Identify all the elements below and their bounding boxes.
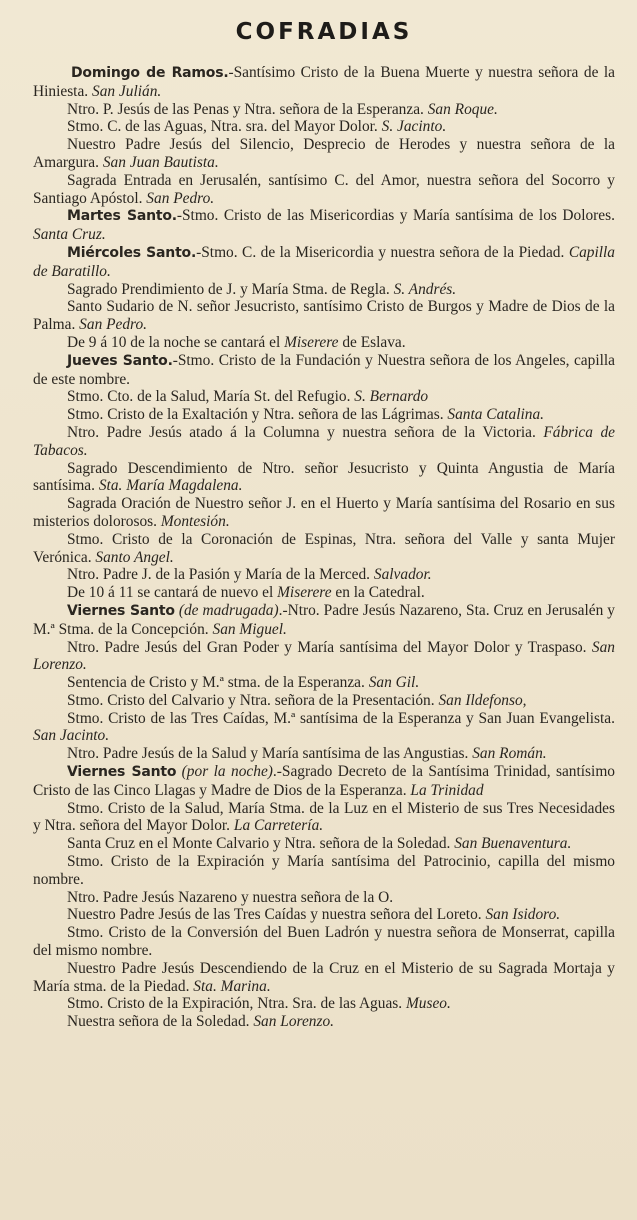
entry-paragraph <box>33 101 615 119</box>
entry-text: Stmo. Cristo de las Tres Caídas, M.ª santísima de la Esperanza y San Juan Evangelista. <box>67 709 615 727</box>
entry-text: -Stmo. Cristo de las Misericordias y María santísima de los Dolores. <box>176 207 615 225</box>
location-name: Miserere <box>284 333 339 351</box>
entry-text: .-Ntro. Padre Jesús Nazareno, Sta. Cruz en Jerusalén y M.ª Stma. de la Concepción. <box>33 601 615 638</box>
location-name: San Julián. <box>92 82 162 100</box>
location-name: San Isidoro. <box>485 906 561 924</box>
entry-paragraph <box>33 692 615 710</box>
entry-text: Stmo. Cristo de la Expiración y María santísima del Patrocinio, capilla del mismo nombre. <box>33 853 615 888</box>
entry-paragraph <box>33 835 615 853</box>
entry-paragraph <box>33 995 615 1013</box>
location-name: San Pedro. <box>79 316 147 334</box>
location-name: San Román. <box>472 745 547 763</box>
entry-text: Stmo. Cristo de la Exaltación y Ntra. señora de las Lágrimas. <box>67 406 448 424</box>
entry-text: Stmo. Cristo del Calvario y Ntra. señora de la Presentación. <box>67 691 439 709</box>
entry-paragraph <box>33 298 615 334</box>
location-name: S. Jacinto. <box>381 118 447 136</box>
entry-text: De 9 á 10 de la noche se cantará el <box>67 333 285 351</box>
entry-text: Nuestro Padre Jesús del Silencio, Desprecio de Herodes y nuestra señora de la Amargura. <box>33 136 615 171</box>
entry-paragraph <box>33 136 615 172</box>
day-note: (por la noche) <box>176 763 273 781</box>
entry-paragraph <box>33 924 615 960</box>
location-name: S. Bernardo <box>354 388 429 406</box>
entry-paragraph <box>33 639 615 675</box>
entry-text: Ntro. Padre Jesús del Gran Poder y María santísima del Mayor Dolor y Traspaso. <box>67 638 592 656</box>
entry-text: Sagrada Entrada en Jerusalén, santísimo C. del Amor, nuestra señora del Socorro y Santiago Apóstol. <box>33 171 615 207</box>
entry-paragraph <box>33 388 615 406</box>
location-name: Santa Catalina. <box>447 406 545 424</box>
location-name: Santo Angel. <box>95 548 174 566</box>
day-heading: Martes Santo. <box>67 208 177 225</box>
entry-text: Stmo. Cto. de la Salud, María St. del Refugio. <box>67 388 355 406</box>
entry-paragraph <box>33 118 615 136</box>
location-name: Fábrica de Tabacos. <box>33 423 615 459</box>
entry-text: Stmo. Cristo de la Expiración, Ntra. Sra. de las Aguas. <box>67 995 406 1013</box>
location-name: San Lorenzo. <box>33 638 615 674</box>
entry-paragraph <box>33 584 615 602</box>
entry-text: Nuestro Padre Jesús Descendiendo de la Cruz en el Misterio de su Sagrada Mortaja y María stma. de la Piedad. <box>33 959 615 995</box>
entry-text: De 10 á 11 se cantará de nuevo el <box>67 584 278 602</box>
entry-text: Nuestro Padre Jesús de las Tres Caídas y nuestra señora del Loreto. <box>67 906 486 924</box>
entry-paragraph <box>33 172 615 208</box>
entry-paragraph <box>33 406 615 424</box>
entry-text: Stmo. Cristo de la Salud, María Stma. de la Luz en el Misterio de sus Tres Necesidades y Ntra. señora del Mayor Dolor. <box>33 799 615 835</box>
entry-paragraph <box>33 424 615 460</box>
entry-text: Santo Sudario de N. señor Jesucristo, santísimo Cristo de Burgos y Madre de Dios de la Palma. <box>33 298 615 334</box>
entry-paragraph <box>33 334 615 352</box>
location-name: Sta. María Magdalena. <box>98 477 243 495</box>
entry-text: Ntro. Padre Jesús Nazareno y nuestra señora de la O. <box>67 888 394 906</box>
location-name: La Carretería. <box>233 817 324 835</box>
entry-paragraph <box>33 763 615 800</box>
entry-paragraph <box>33 531 615 567</box>
location-name: San Jacinto. <box>33 727 110 745</box>
day-heading: Domingo de Ramos. <box>71 65 229 81</box>
entry-text: Ntro. Padre Jesús de la Salud y María santísima de las Angustias. <box>67 745 473 763</box>
location-name: San Ildefonso, <box>438 691 527 709</box>
entry-text: Stmo. C. de las Aguas, Ntra. sra. del Mayor Dolor. <box>67 118 382 136</box>
entry-text: Stmo. Cristo de la Conversión del Buen Ladrón y nuestra señora de Monserrat, capilla del mismo nombre. <box>33 924 615 960</box>
location-name: San Roque. <box>427 100 498 118</box>
entry-text: -Stmo. C. de la Misericordia y nuestra señora de la Piedad. <box>196 243 569 261</box>
location-name: San Pedro. <box>146 189 215 207</box>
day-note: (de madrugada) <box>174 601 279 619</box>
location-name: San Lorenzo. <box>253 1013 335 1031</box>
entry-paragraph <box>33 460 615 496</box>
entry-paragraph <box>33 64 615 101</box>
entry-text: Stmo. Cristo de la Coronación de Espinas, Ntra. señora del Valle y santa Mujer Verónica. <box>33 530 615 566</box>
entry-paragraph <box>33 1013 615 1031</box>
day-heading: Miércoles Santo. <box>67 244 197 261</box>
entry-paragraph <box>33 244 615 281</box>
entry-text: .-Sagrado Decreto de la Santísima Trinidad, santísimo Cristo de las Cinco Llagas y Madre de Dios de la Esperanza. <box>33 763 615 799</box>
entry-text-after: de Eslava. <box>338 333 406 351</box>
entry-paragraph <box>33 889 615 907</box>
entry-paragraph <box>33 906 615 924</box>
entry-text: Ntro. Padre J. de la Pasión y María de la Merced. <box>67 566 374 584</box>
entry-paragraph <box>33 674 615 692</box>
location-name: Miserere <box>277 584 332 602</box>
entry-text: Ntro. P. Jesús de las Penas y Ntra. señora de la Esperanza. <box>67 100 428 118</box>
entry-paragraph <box>33 800 615 836</box>
day-heading: Jueves Santo. <box>67 352 173 369</box>
entry-paragraph <box>33 710 615 746</box>
entry-paragraph <box>33 745 615 763</box>
location-name: Santa Cruz. <box>33 226 106 244</box>
entry-text-after: en la Catedral. <box>331 584 425 602</box>
entry-text: -Stmo. Cristo de la Fundación y Nuestra señora de los Angeles, capilla de este nombre. <box>33 351 615 388</box>
location-name: Capilla de Baratillo. <box>33 243 616 280</box>
entry-text: Sagrado Descendimiento de Ntro. señor Jesucristo y Quinta Angustia de María santísima. <box>33 459 615 495</box>
location-name: Montesión. <box>160 512 230 530</box>
entry-text: Sagrada Oración de Nuestro señor J. en el Huerto y María santísima del Rosario en sus misterios dolorosos. <box>33 495 615 530</box>
entry-text: Ntro. Padre Jesús atado á la Columna y nuestra señora de la Victoria. <box>67 423 544 441</box>
entry-text: Sentencia de Cristo y M.ª stma. de la Esperanza. <box>67 674 369 692</box>
entry-paragraph <box>33 352 615 389</box>
location-name: S. Andrés. <box>393 280 457 298</box>
location-name: San Miguel. <box>212 620 287 638</box>
entry-paragraph <box>33 207 615 244</box>
entry-paragraph <box>33 853 615 889</box>
entry-paragraph <box>33 566 615 584</box>
entry-paragraph <box>33 495 615 531</box>
location-name: San Gil. <box>368 674 420 692</box>
entry-text: Santa Cruz en el Monte Calvario y Ntra. señora de la Soledad. <box>67 835 455 853</box>
entry-text: Nuestra señora de la Soledad. <box>67 1013 254 1031</box>
location-name: Sta. Marina. <box>193 977 271 995</box>
day-heading: Viernes Santo <box>67 602 175 619</box>
entry-paragraph <box>33 602 615 639</box>
entry-paragraph <box>33 960 615 996</box>
day-heading: Viernes Santo <box>67 764 177 781</box>
entry-paragraph <box>33 281 615 299</box>
location-name: Salvador. <box>373 566 432 584</box>
location-name: La Trinidad <box>410 781 484 799</box>
page-title: COFRADIAS <box>235 19 413 45</box>
entry-text: -Santísimo Cristo de la Buena Muerte y nuestra señora de la Hiniesta. <box>33 64 615 100</box>
location-name: San Buenaventura. <box>454 835 572 853</box>
cofradias-list <box>33 64 615 1031</box>
location-name: San Juan Bautista. <box>102 153 219 171</box>
entry-text: Sagrado Prendimiento de J. y María Stma. de Regla. <box>67 280 394 298</box>
location-name: Museo. <box>405 995 451 1013</box>
